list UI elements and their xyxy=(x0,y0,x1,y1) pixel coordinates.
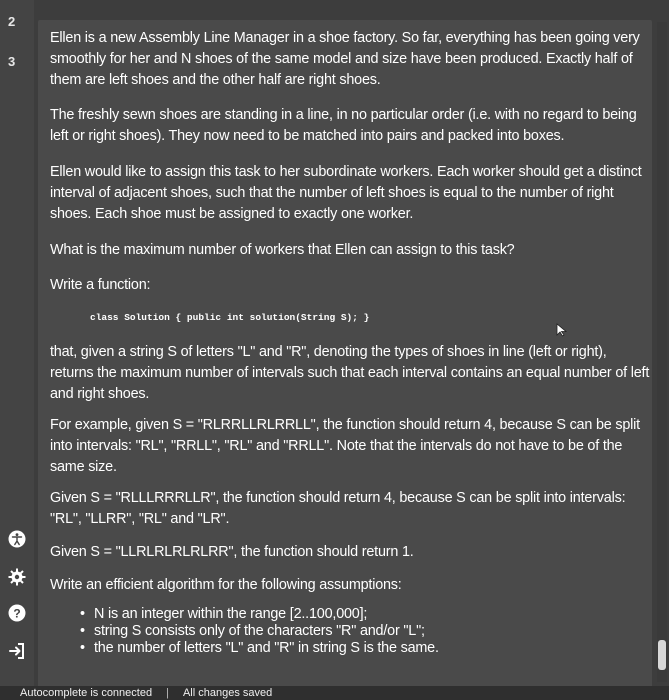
autocomplete-status: Autocomplete is connected xyxy=(20,687,153,699)
paragraph: Given S = "LLRLRLRLRLRR", the function should return 1. xyxy=(50,544,414,560)
save-status: All changes saved xyxy=(182,687,273,699)
paragraph: Write a function: xyxy=(50,277,151,293)
line-number: 2 xyxy=(8,14,16,29)
paragraph: Ellen would like to assign this task to her subordinate workers. Each worker should get a distinct interval of adjacent shoes, such that the number of left shoes is equal to the number of right shoes. Each shoe must be assigned to exactly one worker. xyxy=(50,164,642,222)
accessibility-icon[interactable] xyxy=(8,530,26,548)
paragraph: The freshly sewn shoes are standing in a line, in no particular order (i.e. with no regard to being left or right shoes). They now need to be matched into pairs and packed into boxes. xyxy=(50,107,637,144)
editor-gutter xyxy=(0,0,34,700)
paragraph: that, given a string S of letters "L" and "R", denoting the types of shoes in line (left or right), returns the maximum number of intervals such that each interval contains an equal number of left and right shoes. xyxy=(50,344,650,402)
line-number: 3 xyxy=(8,54,16,69)
help-icon[interactable] xyxy=(8,604,26,622)
paragraph: Given S = "RLLLRRRLLR", the function should return 4, because S can be split into intervals: "RL", "LLRR", "RL" and "LR". xyxy=(50,490,626,527)
exit-icon[interactable] xyxy=(8,642,26,660)
svg-text:?: ? xyxy=(13,606,21,621)
assumptions-list xyxy=(78,606,638,657)
paragraph: What is the maximum number of workers that Ellen can assign to this task? xyxy=(50,242,515,258)
settings-icon[interactable] xyxy=(8,568,26,586)
scrollbar-thumb[interactable] xyxy=(658,640,666,670)
status-bar xyxy=(0,686,669,700)
status-separator: | xyxy=(166,687,169,699)
list-item: • N is an integer within the range [2..100,000]; xyxy=(78,606,638,623)
list-item: • the number of letters "L" and "R" in string S is the same. xyxy=(78,640,638,657)
paragraph: Write an efficient algorithm for the following assumptions: xyxy=(50,577,402,593)
code-signature: class Solution { public int solution(String S); } xyxy=(90,312,370,323)
paragraph: Ellen is a new Assembly Line Manager in a shoe factory. So far, everything has been going very smoothly for her and N shoes of the same model and size have been produced. Exactly half of them are left shoes and the other half are right shoes. xyxy=(50,30,640,88)
list-item: • string S consists only of the characters "R" and/or "L"; xyxy=(78,623,638,640)
problem-description-panel xyxy=(38,20,652,690)
vertical-scrollbar[interactable] xyxy=(657,22,667,682)
paragraph: For example, given S = "RLRRLLRLRRLL", the function should return 4, because S can be split into intervals: "RL", "RRLL", "RL" and "RRLL". Note that the intervals do not have to be of the same size. xyxy=(50,417,640,475)
